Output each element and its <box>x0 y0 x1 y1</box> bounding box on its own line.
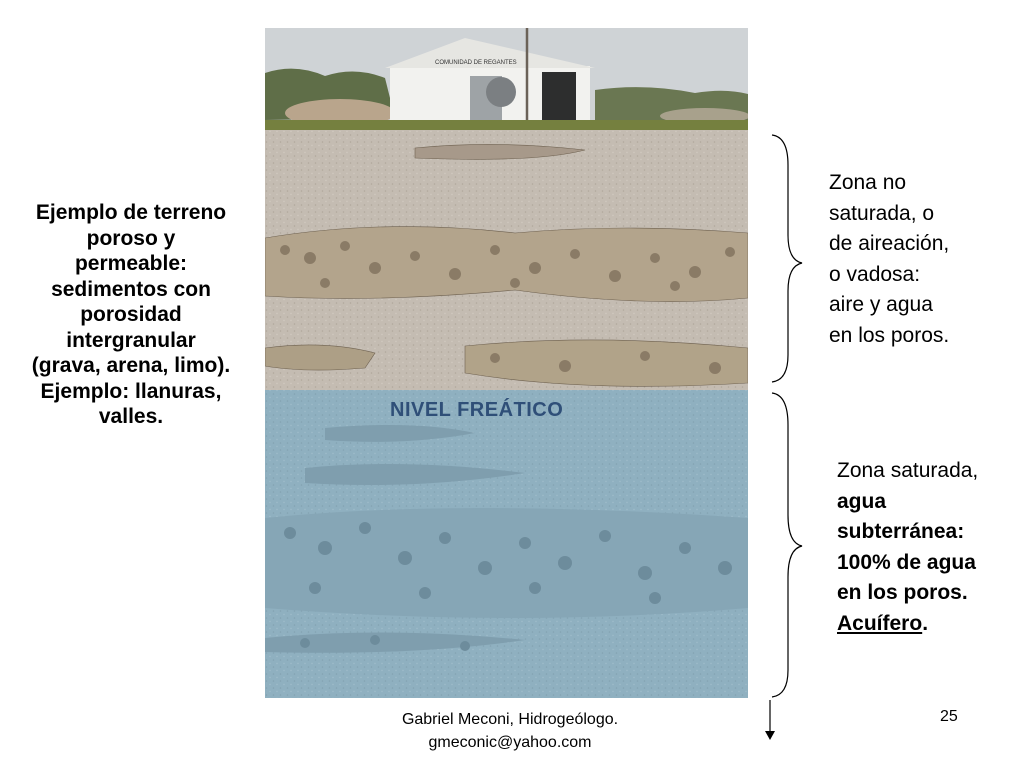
zone2-line: Zona saturada, <box>837 459 979 482</box>
zone-braces <box>760 125 830 750</box>
footer-email: gmeconic@yahoo.com <box>428 734 592 751</box>
zone2-line: 100% de agua <box>837 550 976 574</box>
left-caption-line: porosidad <box>80 303 182 326</box>
left-caption-line: intergranular <box>66 328 196 352</box>
aquifer-period: . <box>922 611 929 635</box>
zone2-line: en los poros. <box>837 581 968 604</box>
aquifer-term: Acuífero <box>837 611 923 635</box>
zone1-line: Zona no <box>829 171 907 194</box>
left-caption-line: Ejemplo: llanuras, <box>40 379 222 403</box>
zone2-line: agua <box>837 489 887 513</box>
brace-unsaturated-icon <box>772 135 802 382</box>
grass-strip <box>265 120 748 130</box>
zone2-line: subterránea: <box>837 520 965 543</box>
nivel-freatico-label: NIVEL FREÁTICO <box>390 399 564 421</box>
zone1-line: saturada, o <box>829 201 935 225</box>
page-number: 25 <box>940 708 958 725</box>
footer-credit <box>365 708 655 754</box>
zone1-line: en los poros. <box>829 323 950 347</box>
building-sign-text: COMUNIDAD DE REGANTES <box>435 60 517 66</box>
left-caption-line: permeable: <box>74 252 188 275</box>
zone1-line: o vadosa: <box>829 262 921 286</box>
saturated-zone-description <box>837 456 978 639</box>
zone1-line: aire y agua <box>829 293 933 316</box>
left-caption-line: sedimentos con <box>51 277 211 301</box>
left-caption <box>6 200 256 430</box>
left-caption-line: poroso y <box>86 226 176 250</box>
left-caption-line: Ejemplo de terreno <box>35 201 227 224</box>
footer-author: Gabriel Meconi, Hidrogeólogo. <box>401 711 619 728</box>
left-caption-line: (grava, arena, limo). <box>31 354 231 377</box>
cross-section-illustration <box>265 28 748 698</box>
unsaturated-zone-description <box>829 168 949 351</box>
brace-saturated-icon <box>772 393 802 697</box>
zone2-line-aquifer <box>837 609 978 640</box>
aquifer-cross-section-figure <box>265 28 748 698</box>
left-caption-line: valles. <box>98 405 164 428</box>
zone1-line: de aireación, <box>829 232 950 255</box>
